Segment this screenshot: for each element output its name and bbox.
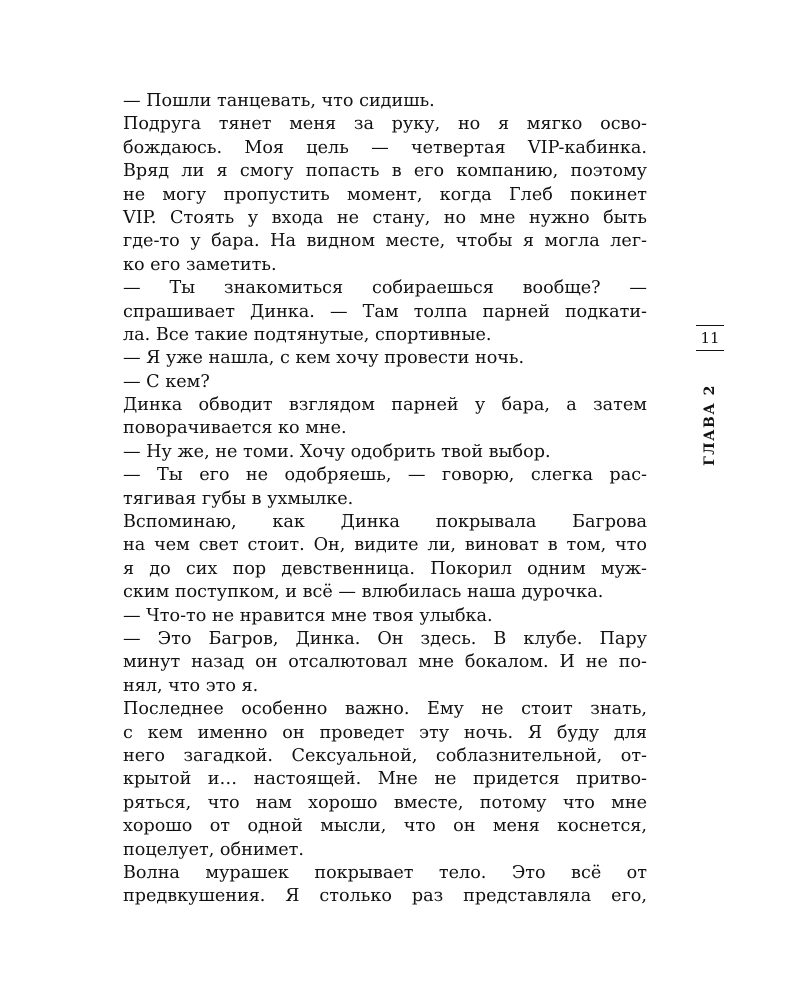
text-line: ряться, что нам хорошо вместе, потому что мне (123, 792, 647, 813)
text-line: минут назад он отсалютовал мне бокалом. И не по- (123, 652, 647, 673)
text-line: Динка обводит взглядом парней у бара, а затем (123, 395, 647, 416)
text-line: поворачивается ко мне. (123, 418, 347, 439)
text-line: Подруга тянет меня за руку, но я мягко осво- (123, 114, 647, 135)
text-line: крытой и… настоящей. Мне не придется притво- (123, 769, 647, 790)
text-line: нял, что это я. (123, 675, 259, 696)
text-line: — Это Багров, Динка. Он здесь. В клубе. Пару (123, 628, 647, 649)
page-number: 11 (696, 325, 724, 351)
text-line: — Что-то не нравится мне твоя улыбка. (123, 605, 493, 626)
text-line: тягивая губы в ухмылке. (123, 488, 354, 509)
text-line: спрашивает Динка. — Там толпа парней подкати- (123, 301, 647, 322)
chapter-label: ГЛАВА 2 (702, 384, 718, 466)
text-line: с кем именно он проведет эту ночь. Я буду для (123, 722, 647, 743)
text-line: хорошо от одной мысли, что он меня коснется, (123, 816, 647, 837)
text-line: — Ну же, не томи. Хочу одобрить твой выбор. (123, 441, 551, 462)
text-line: Последнее особенно важно. Ему не стоит знать, (123, 699, 647, 720)
text-line: VIP. Стоять у входа не стану, но мне нужно быть (123, 207, 647, 228)
text-line: не могу пропустить момент, когда Глеб покинет (123, 184, 647, 205)
text-line: него загадкой. Сексуальной, соблазнительной, от- (123, 745, 647, 766)
text-line: Вряд ли я смогу попасть в его компанию, поэтому (123, 161, 647, 182)
text-line: предвкушения. Я столько раз представляла его, (123, 886, 647, 907)
text-line: я до сих пор девственница. Покорил одним муж- (123, 558, 647, 579)
text-line: Волна мурашек покрывает тело. Это всё от (123, 862, 647, 883)
text-line: — С кем? (123, 371, 210, 392)
page-margin (692, 325, 728, 505)
text-line: — Я уже нашла, с кем хочу провести ночь. (123, 348, 525, 369)
text-line: — Ты его не одобряешь, — говорю, слегка рас- (123, 465, 647, 486)
body-text (123, 90, 647, 909)
text-line: — Ты знакомиться собираешься вообще? — (123, 278, 647, 299)
text-line: Вспоминаю, как Динка покрывала Багрова (123, 512, 647, 533)
text-line: — Пошли танцевать, что сидишь. (123, 91, 435, 111)
text-line: ла. Все такие подтянутые, спортивные. (123, 324, 492, 345)
text-line: поцелует, обнимет. (123, 839, 304, 860)
text-line: бождаюсь. Моя цель — четвертая VIP-кабинка. (123, 137, 647, 158)
text-line: где-то у бара. На видном месте, чтобы я могла лег- (123, 231, 647, 252)
text-line: ским поступком, и всё — влюбилась наша дурочка. (123, 582, 604, 603)
text-line: на чем свет стоит. Он, видите ли, виноват в том, что (123, 535, 647, 556)
text-line: ко его заметить. (123, 254, 277, 275)
